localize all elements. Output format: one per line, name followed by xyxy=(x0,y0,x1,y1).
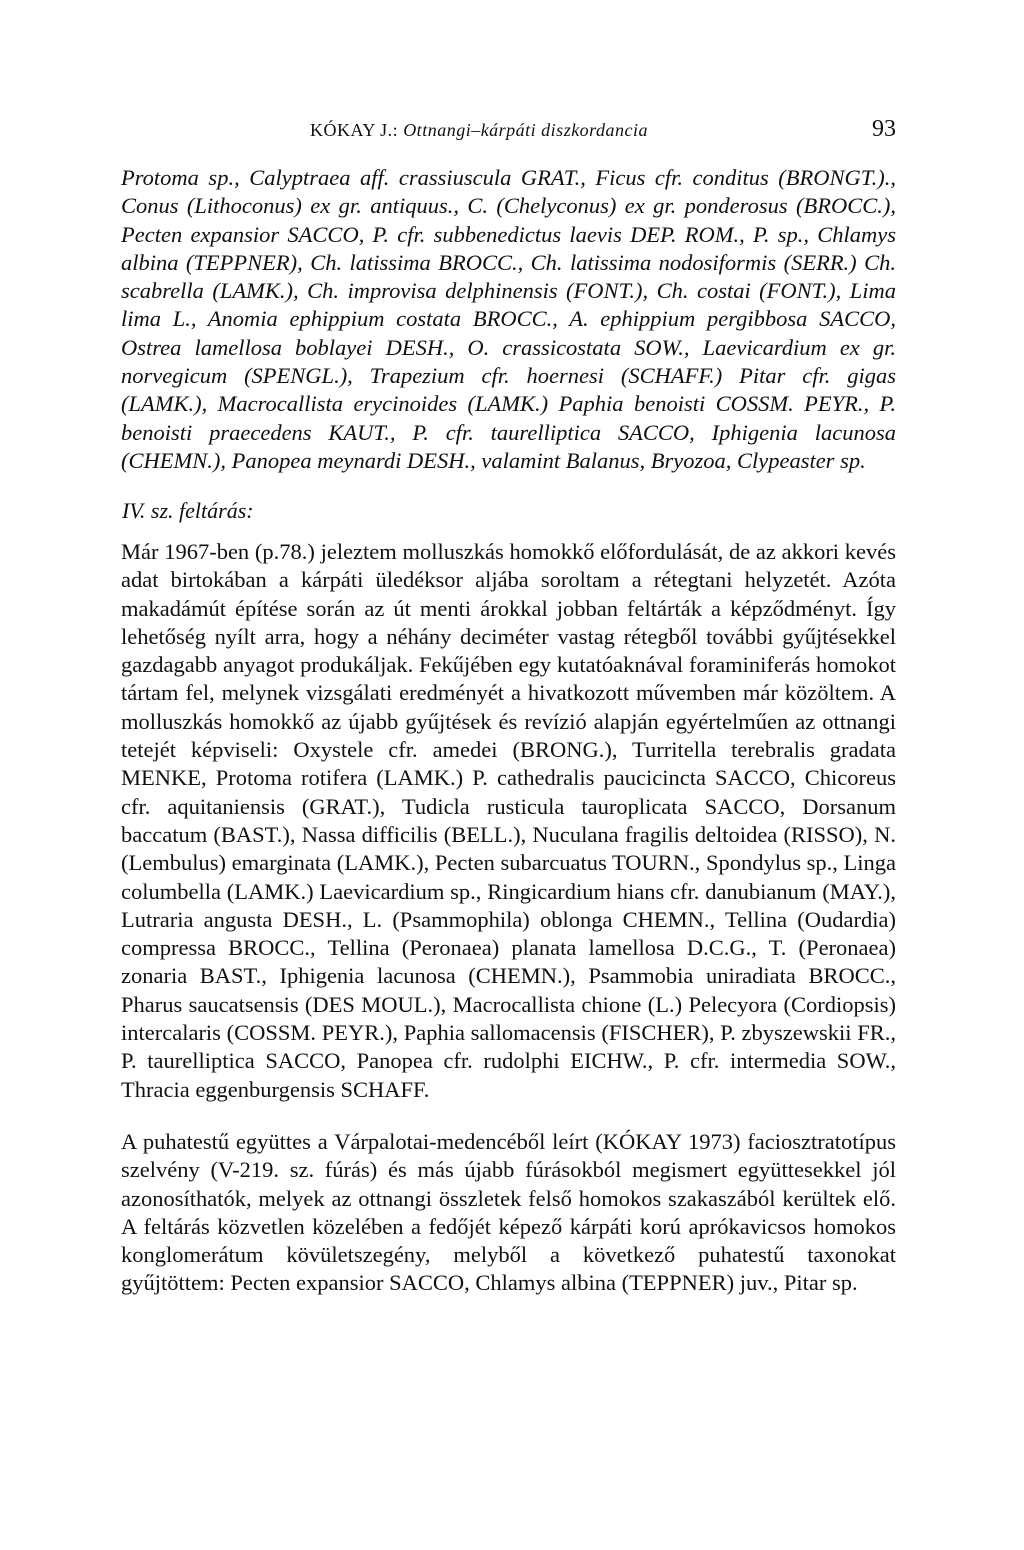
page-number: 93 xyxy=(872,116,896,142)
running-header xyxy=(310,120,648,141)
header-author: KÓKAY J.: xyxy=(310,120,399,140)
section-heading: IV. sz. feltárás: xyxy=(122,498,254,523)
header-title: Ottnangi–kárpáti diszkordancia xyxy=(403,120,649,140)
species-list-paragraph: Protoma sp., Calyptraea aff. crassiuscula GRAT., Ficus cfr. conditus (BRONGT.)., Conus (Lithoconus) ex gr. antiquus., C. (Chelyconus) ex gr. ponderosus (BROCC.), Pecten expansior SACCO, P. cfr. subbenedictus laevis DEP. ROM., P. sp., Chlamys albina (TEPPNER), Ch. latissima BROCC., Ch. latissima nodosiformis (SERR.) Ch. scabrella (LAMK.), Ch. improvisa delphinensis (FONT.), Ch. costai (FONT.), Lima lima L., Anomia ephippium costata BROCC., A. ephippium pergibbosa SACCO, Ostrea lamellosa boblayei DESH., O. crassicostata SOW., Laevicardium ex gr. norvegicum (SPENGL.), Trapezium cfr. hoernesi (SCHAFF.) Pitar cfr. gigas (LAMK.), Macrocallista erycinoides (LAMK.) Paphia benoisti COSSM. PEYR., P. benoisti praecedens KAUT., P. cfr. taurelliptica SACCO, Iphigenia lacunosa (CHEMN.), Panopea meynardi DESH., valamint Balanus, Bryozoa, Clypeaster sp. xyxy=(121,165,896,473)
body-paragraph-2: A puhatestű együttes a Várpalotai-medencéből leírt (KÓKAY 1973) faciosztratotípus szelvény (V-219. sz. fúrás) és más újabb fúrásokból megismert együttesekkel jól azonosíthatók, melyek az ottnangi összletek felső homokos szakaszából kerültek elő. A feltárás közvetlen közelében a fedőjét képező kárpáti korú aprókavicsos homokos konglomerátum kövületszegény, melyből a következő puhatestű taxonokat gyűjtöttem: Pecten expansior SACCO, Chlamys albina (TEPPNER) juv., Pitar sp. xyxy=(121,1129,896,1296)
body-paragraph-1: Már 1967-ben (p.78.) jeleztem molluszkás homokkő előfordulását, de az akkori kevés adat birtokában a kárpáti üledéksor aljába soroltam a rétegtani helyzetét. Azóta makadámút építése során az út menti árokkal jobban feltárták a képződményt. Így lehetőség nyílt arra, hogy a néhány deciméter vastag rétegből további gyűjtésekkel gazdagabb anyagot produkáljak. Fekűjében egy kutatóaknával foraminiferás homokot tártam fel, melynek vizsgálati eredményét a hivatkozott művemben már közöltem. A molluszkás homokkő az újabb gyűjtések és revízió alapján egyértelműen az ottnangi tetejét képviseli: Oxystele cfr. amedei (BRONG.), Turritella terebralis gradata MENKE, Protoma rotifera (LAMK.) P. cathedralis paucicincta SACCO, Chicoreus cfr. aquitaniensis (GRAT.), Tudicla rusticula tauroplicata SACCO, Dorsanum baccatum (BAST.), Nassa difficilis (BELL.), Nuculana fragilis deltoidea (RISSO), N. (Lembulus) emarginata (LAMK.), Pecten subarcuatus TOURN., Spondylus sp., Linga columbella (LAMK.) Laevicardium sp., Ringicardium hians cfr. danubianum (MAY.), Lutraria angusta DESH., L. (Psammophila) oblonga CHEMN., Tellina (Oudardia) compressa BROCC., Tellina (Peronaea) planata lamellosa D.C.G., T. (Peronaea) zonaria BAST., Iphigenia lacunosa (CHEMN.), Psammobia uniradiata BROCC., Pharus saucatsensis (DES MOUL.), Macrocallista chione (L.) Pelecyora (Cordiopsis) intercalaris (COSSM. PEYR.), Paphia sallomacensis (FISCHER), P. zbyszewskii FR., P. taurelliptica SACCO, Panopea cfr. rudolphi EICHW., P. cfr. intermedia SOW., Thracia eggenburgensis SCHAFF. xyxy=(121,539,896,1102)
